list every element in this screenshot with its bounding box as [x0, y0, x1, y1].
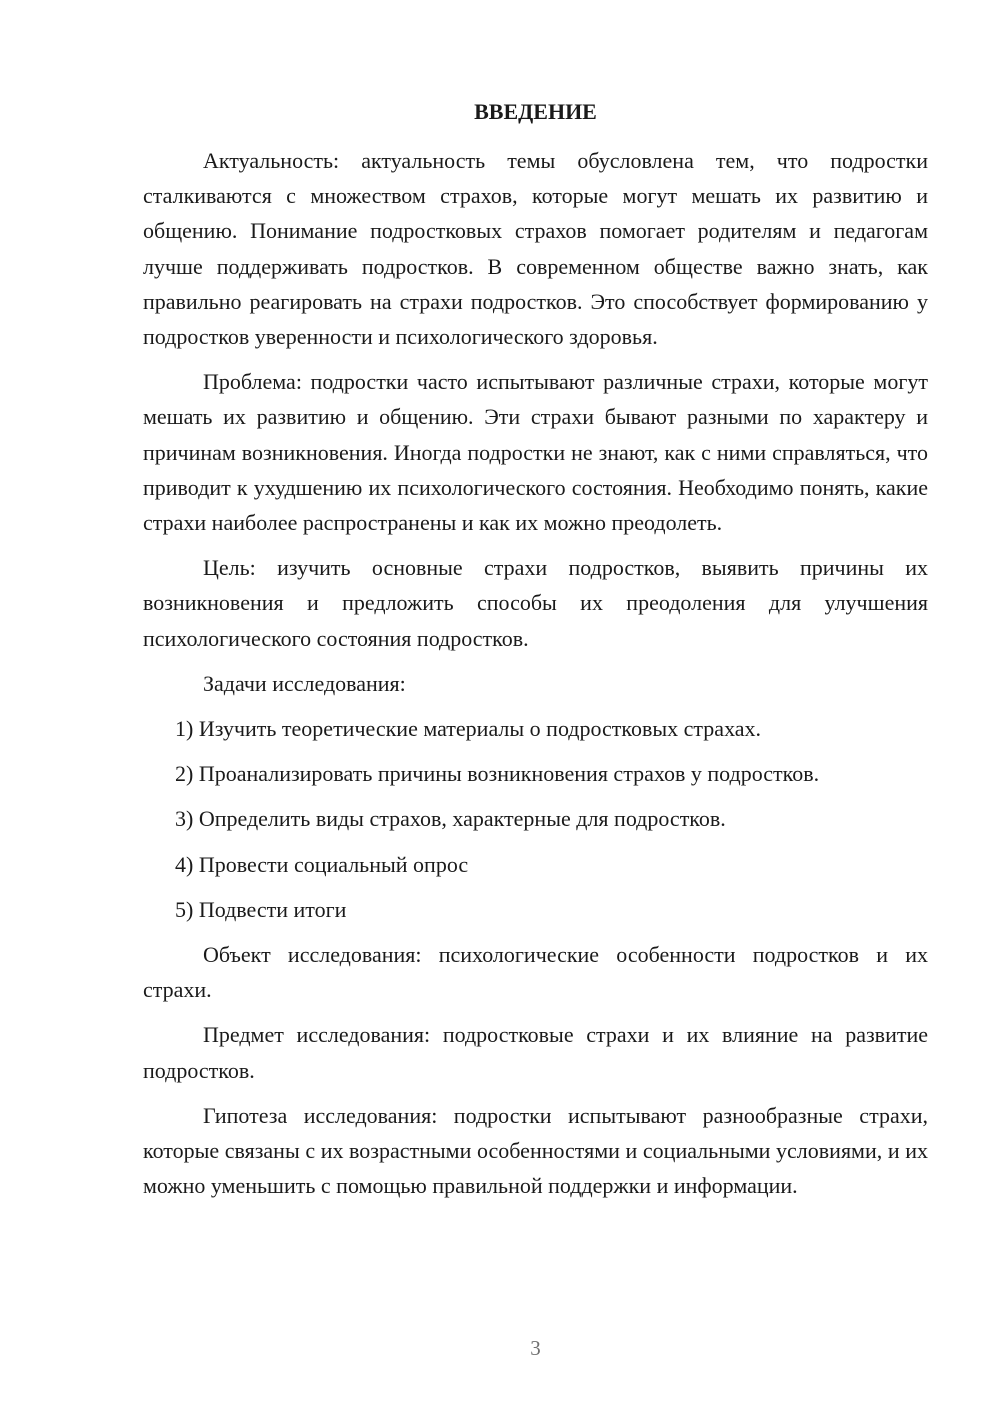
paragraph-goal: Цель: изучить основные страхи подростков, выявить причины их возникновения и предложить способы их преодоления для улучшения психологического состояния подростков. [143, 555, 928, 651]
document-page [143, 0, 928, 1414]
task-item: 4) Провести социальный опрос [175, 851, 469, 877]
paragraph-object: Объект исследования: психологические особенности подростков и их страхи. [143, 942, 928, 1003]
task-item: 1) Изучить теоретические материалы о подростковых страхах. [175, 716, 762, 742]
paragraph-relevance: Актуальность: актуальность темы обусловлена тем, что подростки сталкиваются с множеством страхов, которые могут мешать их развитию и общению. Понимание подростковых страхов помогает родителям и педагогам лучше поддерживать подростков. В современном обществе важно знать, как правильно реагировать на страхи подростков. Это способствует формированию у подростков уверенности и психологического здоровья. [143, 148, 928, 350]
page-title: ВВЕДЕНИЕ [474, 99, 597, 124]
page-number: 3 [530, 1336, 541, 1360]
document-body [143, 143, 928, 1203]
paragraph-problem: Проблема: подростки часто испытывают различные страхи, которые могут мешать их развитию и общению. Эти страхи бывают разными по характеру и причинам возникновения. Иногда подростки не знают, как с ними справляться, что приводит к ухудшению их психологического состояния. Необходимо понять, какие страхи наиболее распространены и как их можно преодолеть. [143, 369, 928, 536]
tasks-heading: Задачи исследования: [203, 670, 406, 696]
task-item: 3) Определить виды страхов, характерные для подростков. [175, 806, 726, 832]
task-item: 2) Проанализировать причины возникновения страхов у подростков. [175, 761, 820, 787]
paragraph-subject: Предмет исследования: подростковые страхи и их влияние на развитие подростков. [143, 1022, 928, 1083]
task-item: 5) Подвести итоги [175, 896, 347, 922]
paragraph-hypothesis: Гипотеза исследования: подростки испытывают разнообразные страхи, которые связаны с их возрастными особенностями и социальными условиями, и их можно уменьшить с помощью правильной поддержки и информации. [143, 1102, 928, 1199]
